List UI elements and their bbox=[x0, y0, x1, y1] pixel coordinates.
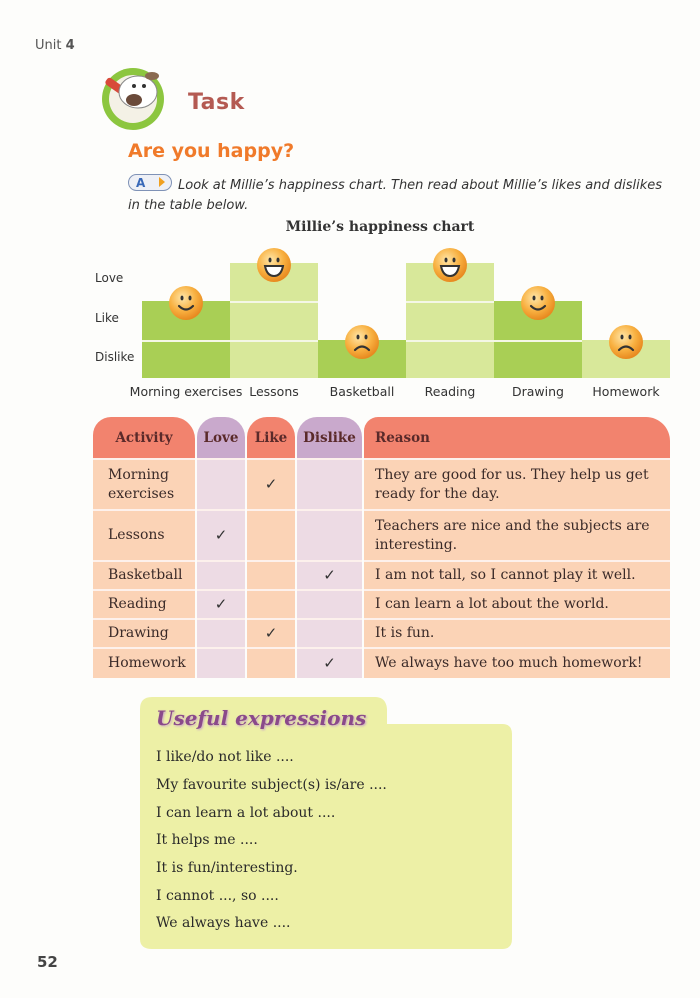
activity-cell: Morning exercises bbox=[93, 458, 195, 509]
instruction-text: Look at Millie’s happiness chart. Then read about Millie’s likes and dislikes in the table below. bbox=[128, 178, 662, 213]
play-triangle-icon bbox=[159, 177, 165, 187]
header-reason: Reason bbox=[364, 417, 670, 458]
instruction bbox=[128, 174, 668, 216]
reason-cell: I can learn a lot about the world. bbox=[364, 589, 670, 618]
unit-text: Unit bbox=[35, 38, 62, 53]
chart-title: Millie’s happiness chart bbox=[285, 219, 475, 235]
y-label-like: Like bbox=[95, 311, 119, 325]
frown-face-icon bbox=[608, 324, 644, 360]
reason-cell: I am not tall, so I cannot play it well. bbox=[364, 560, 670, 589]
dislike-cell bbox=[297, 458, 362, 509]
love-cell bbox=[197, 647, 245, 678]
dislike-cell bbox=[297, 618, 362, 647]
x-label: Homework bbox=[592, 384, 660, 399]
love-cell bbox=[197, 618, 245, 647]
grin-face-icon bbox=[432, 247, 468, 283]
x-label: Morning exercises bbox=[129, 384, 243, 399]
expression-item: I cannot ..., so .... bbox=[156, 888, 279, 904]
love-cell bbox=[197, 458, 245, 509]
useful-expressions-title: Useful expressions bbox=[156, 706, 367, 730]
level-divider bbox=[230, 340, 318, 342]
expression-item: My favourite subject(s) is/are .... bbox=[156, 777, 387, 793]
love-cell bbox=[197, 560, 245, 589]
dislike-cell: ✓ bbox=[297, 647, 362, 678]
expression-item: I like/do not like .... bbox=[156, 749, 294, 765]
dislike-cell: ✓ bbox=[297, 560, 362, 589]
love-cell: ✓ bbox=[197, 589, 245, 618]
activity-cell: Lessons bbox=[93, 509, 195, 560]
expression-item: I can learn a lot about .... bbox=[156, 805, 336, 821]
x-label: Basketball bbox=[329, 384, 395, 399]
header-dislike: Dislike bbox=[297, 417, 362, 458]
activity-cell: Reading bbox=[93, 589, 195, 618]
page-heading: Are you happy? bbox=[128, 140, 295, 162]
frown-face-icon bbox=[344, 324, 380, 360]
x-label: Drawing bbox=[512, 384, 564, 399]
expression-item: We always have .... bbox=[156, 915, 291, 931]
task-dog-logo-icon bbox=[98, 62, 168, 132]
like-cell bbox=[247, 589, 295, 618]
page-number: 52 bbox=[37, 953, 58, 971]
badge-letter: A bbox=[136, 176, 146, 190]
x-label: Lessons bbox=[249, 384, 299, 399]
dislike-cell bbox=[297, 589, 362, 618]
y-label-love: Love bbox=[95, 271, 124, 285]
like-cell: ✓ bbox=[247, 458, 295, 509]
activity-cell: Homework bbox=[93, 647, 195, 678]
smile-face-icon bbox=[520, 285, 556, 321]
header-like: Like bbox=[247, 417, 295, 458]
activity-cell: Drawing bbox=[93, 618, 195, 647]
header-activity: Activity bbox=[93, 417, 195, 458]
part-a-badge bbox=[128, 174, 172, 191]
grin-face-icon bbox=[256, 247, 292, 283]
unit-number: 4 bbox=[65, 38, 75, 53]
reason-cell: Teachers are nice and the subjects are interesting. bbox=[364, 509, 670, 560]
level-divider bbox=[494, 340, 582, 342]
unit-label bbox=[35, 38, 75, 53]
level-divider bbox=[406, 340, 494, 342]
level-divider bbox=[230, 301, 318, 303]
level-divider bbox=[406, 301, 494, 303]
like-cell bbox=[247, 560, 295, 589]
like-cell bbox=[247, 509, 295, 560]
section-title: Task bbox=[188, 90, 245, 115]
reason-cell: We always have too much homework! bbox=[364, 647, 670, 678]
level-divider bbox=[142, 340, 230, 342]
reason-cell: They are good for us. They help us get ready for the day. bbox=[364, 458, 670, 509]
likes-table bbox=[93, 417, 670, 678]
like-cell: ✓ bbox=[247, 618, 295, 647]
reason-cell: It is fun. bbox=[364, 618, 670, 647]
header-love: Love bbox=[197, 417, 245, 458]
expression-item: It is fun/interesting. bbox=[156, 860, 298, 876]
expression-item: It helps me .... bbox=[156, 832, 258, 848]
x-label: Reading bbox=[424, 384, 476, 399]
smile-face-icon bbox=[168, 285, 204, 321]
activity-cell: Basketball bbox=[93, 560, 195, 589]
y-label-dislike: Dislike bbox=[95, 350, 135, 364]
like-cell bbox=[247, 647, 295, 678]
useful-expressions-box bbox=[140, 697, 512, 949]
love-cell: ✓ bbox=[197, 509, 245, 560]
dislike-cell bbox=[297, 509, 362, 560]
